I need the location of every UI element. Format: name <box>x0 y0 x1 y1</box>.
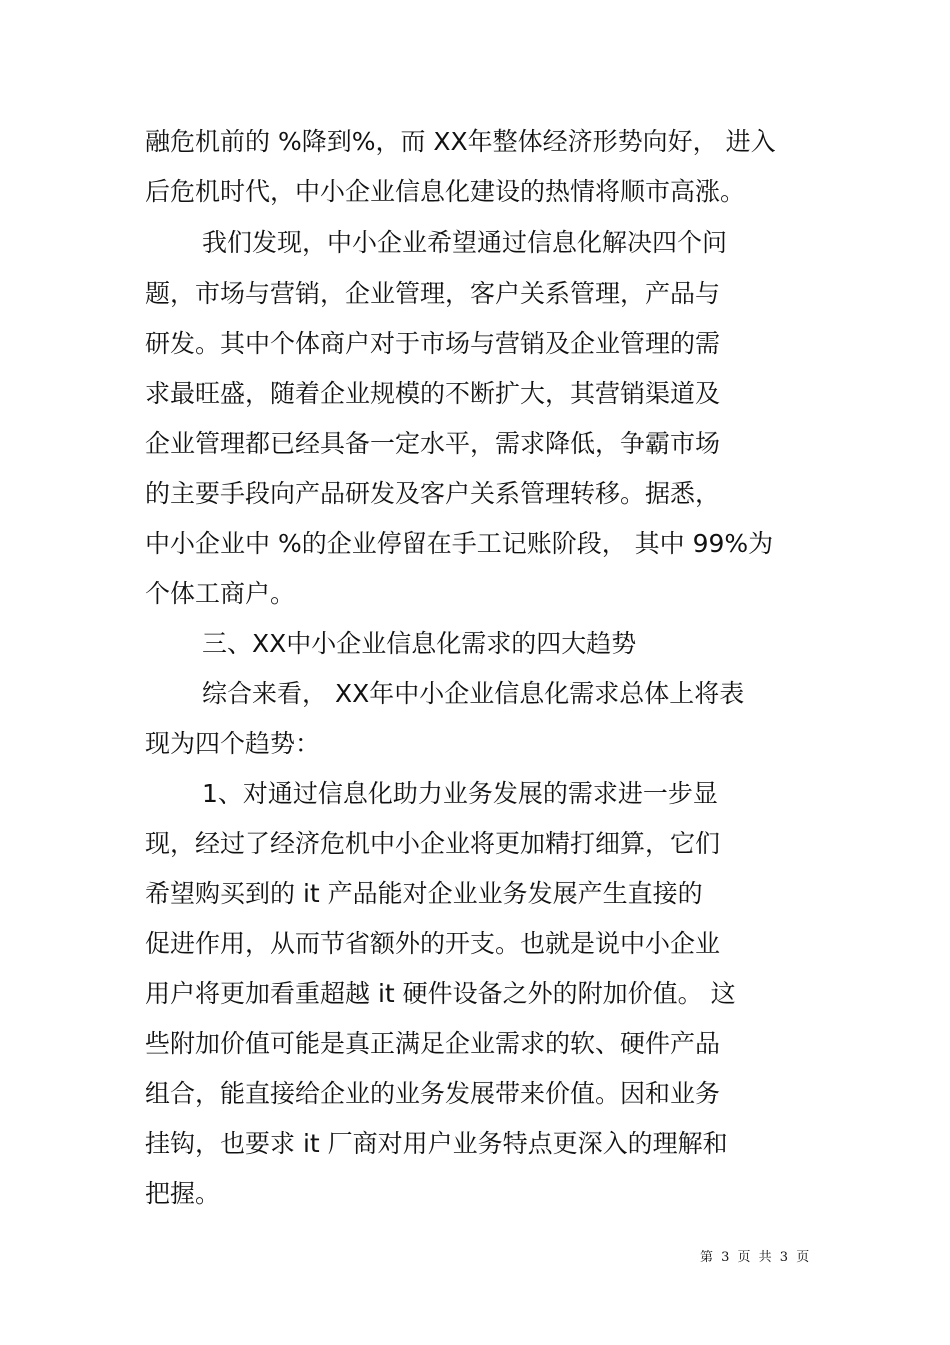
text-line: 后危机时代，中小企业信息化建设的热情将顺市高涨。 <box>145 177 746 206</box>
text-line: 企业管理都已经具备一定水平，需求降低，争霸市场 <box>145 429 721 458</box>
text-line: 的主要手段向产品研发及客户关系管理转移。据悉， <box>145 479 721 508</box>
text-line: 求最旺盛，随着企业规模的不断扩大，其营销渠道及 <box>145 379 721 408</box>
list-item-start-line: 1、对通过信息化助力业务发展的需求进一步显 <box>202 779 718 808</box>
text-line: 现，经过了经济危机中小企业将更加精打细算，它们 <box>145 829 721 858</box>
text-line: 题，市场与营销，企业管理，客户关系管理，产品与 <box>145 279 721 308</box>
text-line: 研发。其中个体商户对于市场与营销及企业管理的需 <box>145 329 721 358</box>
page-number: 第 3 页 共 3 页 <box>700 1250 812 1265</box>
text-line: 融危机前的 %降到%，而 XX年整体经济形势向好， 进入 <box>145 127 776 156</box>
text-line: 促进作用，从而节省额外的开支。也就是说中小企业 <box>145 929 721 958</box>
paragraph-start-line: 综合来看， XX年中小企业信息化需求总体上将表 <box>202 679 745 708</box>
text-line: 希望购买到的 it 产品能对企业业务发展产生直接的 <box>145 879 703 908</box>
text-line: 个体工商户。 <box>145 579 296 608</box>
text-line: 用户将更加看重超越 it 硬件设备之外的附加价值。 这 <box>145 979 736 1008</box>
text-line: 把握。 <box>145 1179 221 1208</box>
text-line: 些附加价值可能是真正满足企业需求的软、硬件产品 <box>145 1029 721 1058</box>
text-line: 现为四个趋势： <box>145 729 321 758</box>
text-line: 中小企业中 %的企业停留在手工记账阶段， 其中 99%为 <box>145 529 774 558</box>
section-heading: 三、XX中小企业信息化需求的四大趋势 <box>202 629 637 658</box>
text-line: 组合，能直接给企业的业务发展带来价值。因和业务 <box>145 1079 721 1108</box>
paragraph-start-line: 我们发现，中小企业希望通过信息化解决四个问 <box>202 228 728 257</box>
text-line: 挂钩，也要求 it 厂商对用户业务特点更深入的理解和 <box>145 1129 728 1158</box>
